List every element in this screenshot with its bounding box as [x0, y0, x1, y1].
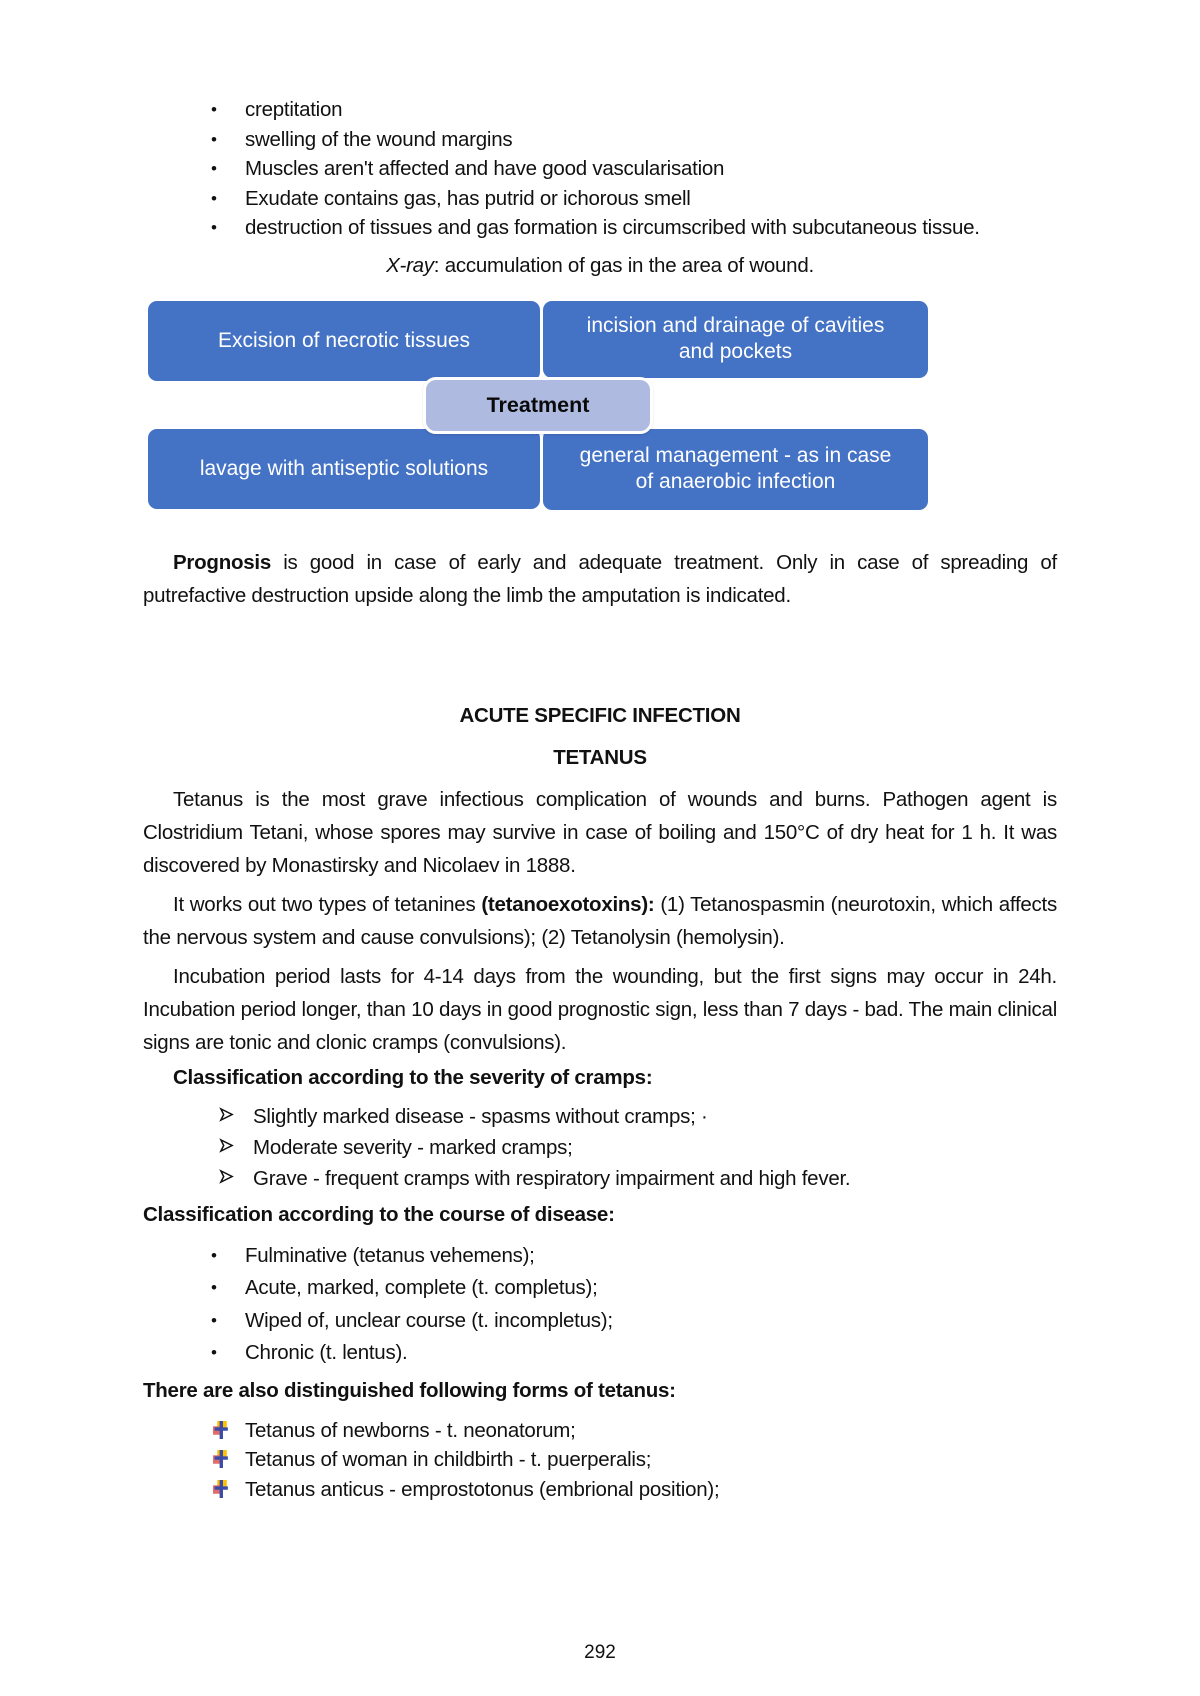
list-item-text: creptitation: [245, 98, 343, 121]
course-heading: Classification according to the course of disease:: [143, 1202, 615, 1226]
diagram-box-excision: [148, 301, 540, 381]
severity-list: [143, 1101, 1057, 1194]
diagram-box-incision-drainage: [543, 301, 928, 378]
round-bullet-icon: •: [211, 188, 217, 208]
list-item: [211, 1337, 1057, 1370]
list-item-text: Acute, marked, complete (t. completus);: [245, 1276, 598, 1299]
topic-heading: TETANUS: [553, 745, 647, 769]
round-bullet-icon: •: [211, 159, 217, 178]
list-item-text: Chronic (t. lentus).: [245, 1341, 408, 1364]
severity-heading: Classification according to the severity of cramps:: [173, 1065, 653, 1089]
list-item-text: Slightly marked disease - spasms without cramps; ·: [253, 1104, 708, 1128]
xray-term: X-ray: [386, 253, 434, 277]
colored-plus-bullet-icon: [213, 1475, 245, 1498]
arrowhead-bullet-icon: [219, 1101, 253, 1122]
list-item-text: Muscles aren't affected and have good vascularisation: [245, 157, 725, 180]
arrowhead-bullet-icon: [219, 1132, 253, 1153]
prognosis-paragraph: [143, 546, 1057, 612]
xray-text: : accumulation of gas in the area of wound.: [433, 253, 814, 277]
list-item-text: Grave - frequent cramps with respiratory impairment and high fever.: [253, 1166, 851, 1190]
list-item-text: swelling of the wound margins: [245, 127, 513, 151]
list-item: [213, 1416, 1057, 1446]
list-item: [211, 1305, 1057, 1338]
list-item: [211, 1240, 1057, 1273]
xray-note: [143, 253, 1057, 279]
round-bullet-icon: •: [211, 100, 217, 119]
round-bullet-icon: •: [211, 1245, 217, 1265]
round-bullet-icon: •: [211, 1278, 217, 1297]
list-item-text: Fulminative (tetanus vehemens);: [245, 1243, 535, 1267]
diagram-center-treatment: [423, 377, 653, 434]
diagram-box-label: incision and drainage of cavities and pockets: [586, 314, 885, 363]
paragraph-text: (1) Tetanospasmin (neurotoxin, which affects the nervous system and cause convulsions); (2) Tetanolysin (hemolysin).: [143, 892, 1057, 949]
round-bullet-icon: •: [211, 1310, 217, 1330]
page-number: 292: [584, 1642, 616, 1663]
list-item-text: Tetanus of newborns - t. neonatorum;: [245, 1418, 576, 1442]
paragraph-incubation: Incubation period lasts for 4-14 days from the wounding, but the first signs may occur in 24h. Incubation period longer, than 10 days in good prognostic sign, less than 7 days - bad. The main clinical signs are tonic and clonic cramps (convulsions).: [143, 964, 1057, 1054]
section-heading: ACUTE SPECIFIC INFECTION: [459, 703, 741, 727]
paragraph-tetanus-intro: Tetanus is the most grave infectious complication of wounds and burns. Pathogen agent is Clostridium Tetani, whose spores may survive in case of boiling and 150°C of dry heat for 1 h. It was discovered by Monastirsky and Nicolaev in 1888.: [143, 787, 1057, 877]
paragraph-tetanines: [143, 888, 1057, 954]
arrowhead-bullet-icon: [219, 1163, 253, 1184]
prognosis-lead: Prognosis: [173, 550, 271, 574]
colored-plus-bullet-icon: [213, 1445, 245, 1468]
diagram-box-label: lavage with antiseptic solutions: [199, 456, 489, 480]
course-list: [143, 1240, 1057, 1370]
round-bullet-icon: •: [211, 129, 217, 149]
list-item: [211, 125, 1057, 155]
list-item-text: Exudate contains gas, has putrid or ichorous smell: [245, 186, 691, 210]
list-item: [211, 95, 1057, 125]
list-item: [219, 1101, 1057, 1132]
round-bullet-icon: •: [211, 218, 217, 237]
diagram-center-label: Treatment: [486, 392, 590, 417]
round-bullet-icon: •: [211, 1343, 217, 1362]
list-item: [211, 154, 1057, 184]
paragraph-text: It works out two types of tetanines: [173, 892, 482, 916]
page-content: [143, 0, 1057, 1504]
list-item: [213, 1475, 1057, 1505]
list-item: [211, 213, 1057, 243]
list-item: [219, 1163, 1057, 1194]
symptom-list: [143, 0, 1057, 243]
list-item: [213, 1445, 1057, 1475]
diagram-box-general-management: [543, 429, 928, 510]
list-item-text: Tetanus anticus - emprostotonus (embrional position);: [245, 1477, 720, 1501]
list-item-text: Moderate severity - marked cramps;: [253, 1135, 573, 1159]
forms-heading: There are also distinguished following forms of tetanus:: [143, 1378, 676, 1402]
prognosis-text: is good in case of early and adequate treatment. Only in case of spreading of putrefactive destruction upside along the limb the amputation is indicated.: [143, 550, 1057, 607]
colored-plus-bullet-icon: [213, 1416, 245, 1439]
list-item: [211, 184, 1057, 214]
treatment-diagram: [148, 301, 928, 509]
forms-list: [143, 1416, 1057, 1505]
list-item-text: Tetanus of woman in childbirth - t. puerperalis;: [245, 1448, 652, 1471]
diagram-box-lavage: [148, 429, 540, 509]
list-item-text: destruction of tissues and gas formation is circumscribed with subcutaneous tissue.: [245, 216, 980, 239]
diagram-box-label: Excision of necrotic tissues: [217, 328, 471, 352]
tetanoexotoxins-term: (tetanoexotoxins):: [481, 892, 655, 916]
list-item: [211, 1272, 1057, 1305]
list-item: [219, 1132, 1057, 1163]
list-item-text: Wiped of, unclear course (t. incompletus);: [245, 1308, 613, 1332]
diagram-box-label: general management - as in case of anaerobic infection: [579, 444, 892, 493]
